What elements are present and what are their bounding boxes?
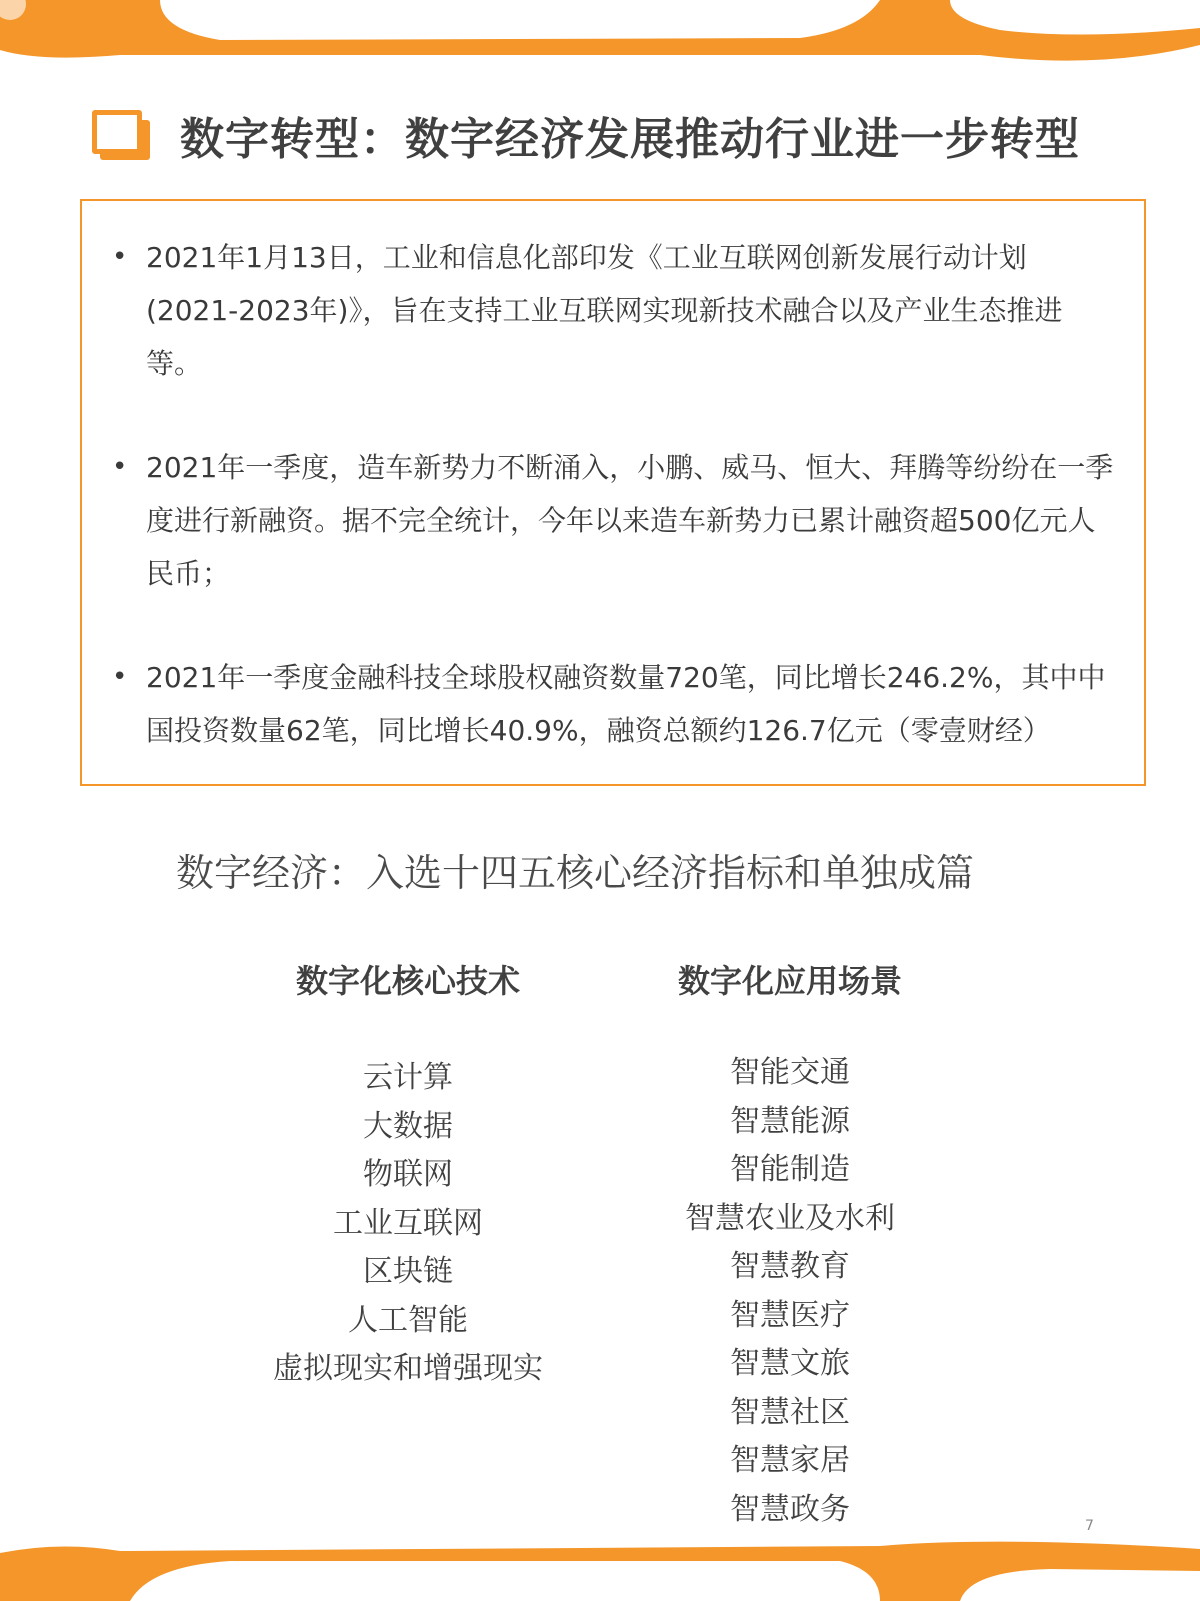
core-tech-heading: 数字化核心技术	[295, 962, 520, 1000]
bullet-text: 2021年一季度，造车新势力不断涌入，小鹏、威马、恒大、拜腾等纷纷在一季度进行新融资。据不完全统计，今年以来造车新势力已累计融资超500亿元人民币；	[146, 451, 1114, 590]
list-item: 工业互联网	[333, 1205, 483, 1241]
application-scenarios-heading: 数字化应用场景	[677, 962, 902, 1000]
list-item: 虚拟现实和增强现实	[273, 1351, 543, 1386]
section-subtitle	[0, 842, 1200, 897]
list-item: 大数据	[363, 1108, 453, 1144]
list-item: 智慧医疗	[730, 1297, 850, 1333]
core-tech-list	[258, 1054, 558, 1394]
application-scenarios-list	[665, 1049, 915, 1534]
list-item: 智慧教育	[730, 1249, 850, 1284]
page-header	[92, 100, 1080, 170]
page-title: 数字转型：数字经济发展推动行业进一步转型	[180, 114, 1080, 165]
list-item: 智能交通	[730, 1055, 850, 1090]
list-item: 智能制造	[730, 1152, 850, 1187]
list-item: 智慧能源	[730, 1103, 850, 1139]
core-tech-column	[258, 956, 558, 1394]
page-number: 7	[1085, 1518, 1094, 1534]
bullet-box	[80, 199, 1146, 786]
list-item: 智慧家居	[730, 1443, 850, 1478]
list-item: 智慧社区	[730, 1394, 850, 1430]
top-decoration-banner	[0, 0, 1200, 70]
list-item: 区块链	[363, 1254, 453, 1289]
list-item: 智慧农业及水利	[685, 1200, 895, 1236]
bullet-text: 2021年一季度金融科技全球股权融资数量720笔，同比增长246.2%，其中中国投资数量62笔，同比增长40.9%，融资总额约126.7亿元（零壹财经）	[146, 661, 1106, 747]
application-scenarios-column	[665, 956, 915, 1534]
bullet-text: 2021年1月13日，工业和信息化部印发《工业互联网创新发展行动计划(2021-2023年)》，旨在支持工业互联网实现新技术融合以及产业生态推进等。	[146, 241, 1063, 380]
bullet-icon: •	[112, 242, 128, 272]
bullet-item	[112, 651, 1118, 757]
list-item: 人工智能	[348, 1302, 468, 1338]
list-item: 智慧文旅	[730, 1346, 850, 1381]
bullet-item	[112, 231, 1118, 390]
list-item: 智慧政务	[730, 1491, 850, 1527]
section-subtitle-text: 数字经济：入选十四五核心经济指标和单独成篇	[175, 851, 974, 895]
bullet-icon: •	[112, 662, 128, 692]
square-bullet-icon	[92, 110, 150, 160]
list-item: 物联网	[363, 1157, 453, 1192]
bullet-item	[112, 441, 1118, 600]
bottom-decoration-banner	[0, 1531, 1200, 1601]
list-item: 云计算	[363, 1060, 453, 1095]
bullet-icon: •	[112, 452, 128, 482]
